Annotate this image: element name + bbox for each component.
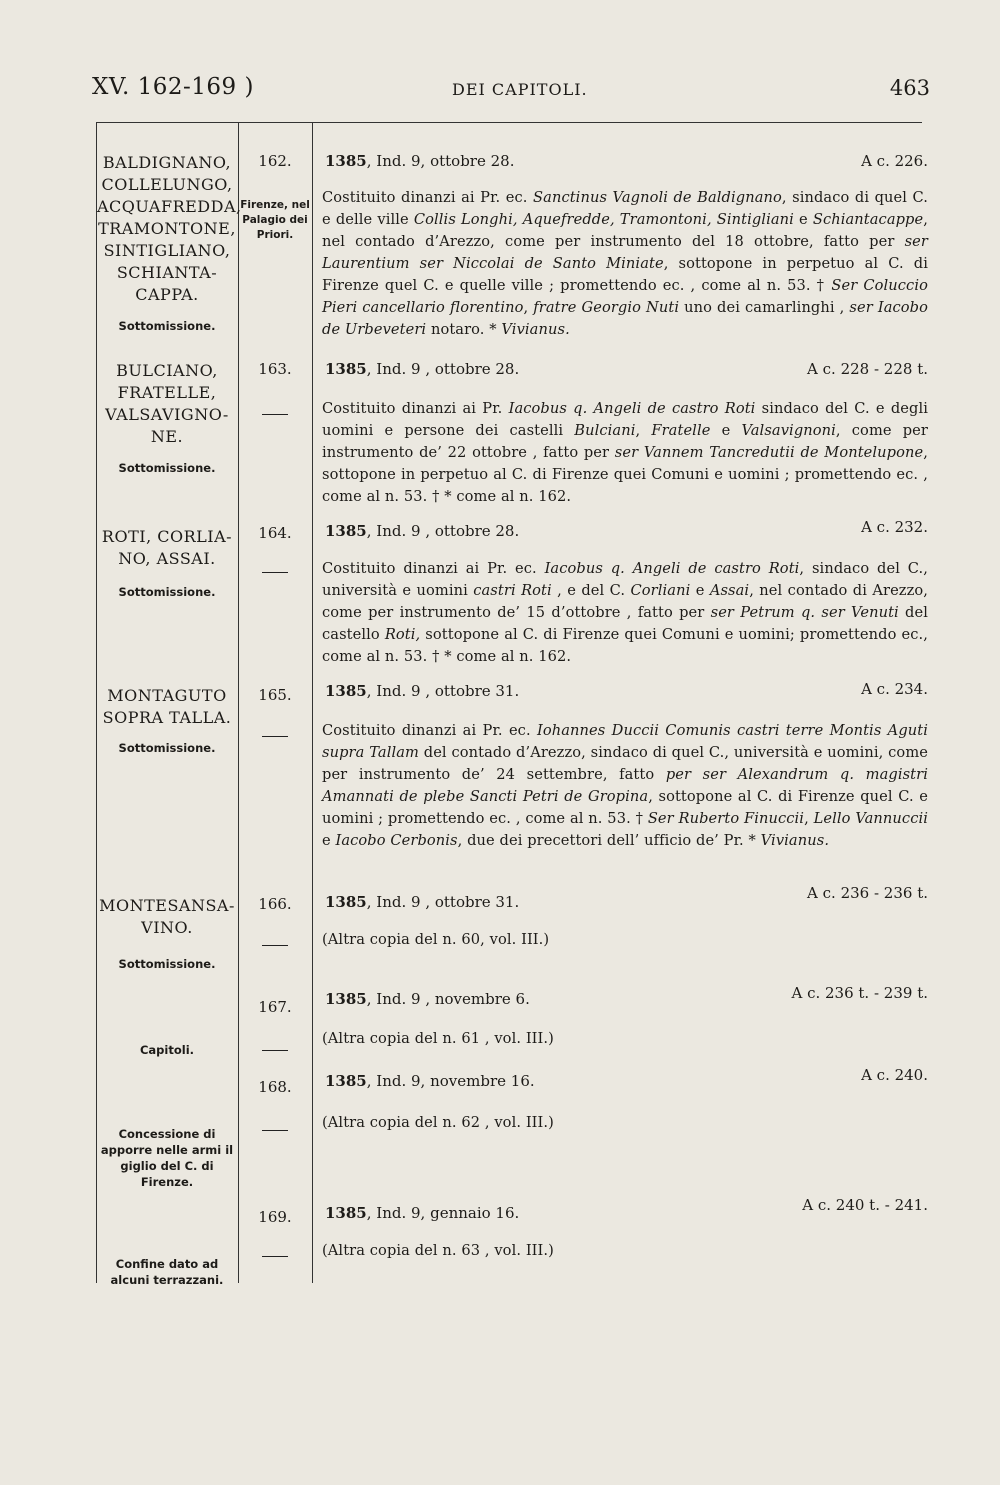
entry-dash <box>262 736 288 737</box>
entry-reference: A c. 236 - 236 t. <box>807 884 928 902</box>
entry-date <box>325 682 519 700</box>
entry-reference: A c. 232. <box>861 518 928 536</box>
entry-text: Costituito dinanzi ai Pr. ec. Iacobus q. Angeli de castro Roti, sindaco del C., università e uomini castri Roti , e del C. Corliani e Assai, nel contado di Arezzo, come per instrumento de’ 15 d’ottobre , fatto per ser Petrum q. ser Venuti del castello Roti, sottopone al C. di Firenze quei Comuni e uomini; promettendo ec., come al n. 53. † * come al n. 162. <box>322 560 929 665</box>
entry-dash <box>262 572 288 573</box>
entry-text: Costituito dinanzi ai Pr. ec. Sanctinus Vagnoli de Baldignano, sindaco di quel C. e delle ville Collis Longhi, Aquefredde, Tramontoni, Sintigliani e Schiantacappe, nel contado d’Arezzo, come per instrumento del 18 ottobre, fatto per ser Laurentium ser Niccolai de Santo Miniate, sottopone in perpetuo al C. di Firenze quel C. e quelle ville ; promettendo ec. , come al n. 53. † Ser Coluccio Pieri cancellario florentino, fratre Georgio Nuti uno dei camarlinghi , ser Iacobo de Urbeveteri notaro. * Vivianus. <box>322 189 929 338</box>
entry-place-names: MONTESANSA- VINO. <box>99 896 235 937</box>
entry-year: 1385 <box>325 522 367 540</box>
entry-dash <box>262 945 288 946</box>
entry-date-rest: , Ind. 9, ottobre 28. <box>366 152 515 170</box>
entry-year: 1385 <box>325 152 367 170</box>
entry-text: (Altra copia del n. 63 , vol. III.) <box>322 1242 554 1259</box>
entry-place-names: MONTAGUTO SOPRA TALLA. <box>102 686 232 727</box>
running-head-title: DEI CAPITOLI. <box>452 80 588 99</box>
header-rule <box>96 122 922 123</box>
entry-kind: Sottomissione. <box>118 585 216 599</box>
entry-reference: A c. 226. <box>861 152 928 170</box>
entry-reference: A c. 236 t. - 239 t. <box>791 984 928 1002</box>
entry-date <box>325 893 519 911</box>
entry-place: Firenze, nel Palagio dei Priori. <box>240 199 310 241</box>
entry-place-names: BULCIANO, FRATELLE, VALSAVIGNO- NE. <box>105 361 229 446</box>
entry-date-rest: , Ind. 9, gennaio 16. <box>366 1204 520 1222</box>
entry-number: 168. <box>258 1078 292 1096</box>
entry-year: 1385 <box>325 1072 367 1090</box>
entry-kind: Sottomissione. <box>118 461 216 475</box>
entry-year: 1385 <box>325 990 367 1008</box>
entry-reference: A c. 240. <box>861 1066 928 1084</box>
entry-year: 1385 <box>325 893 367 911</box>
entry-date-rest: , Ind. 9 , ottobre 31. <box>366 893 520 911</box>
entry-text: (Altra copia del n. 60, vol. III.) <box>322 931 550 948</box>
entry-number: 167. <box>258 998 292 1016</box>
entry-year: 1385 <box>325 1204 367 1222</box>
entry-date <box>325 152 514 170</box>
entry-date <box>325 1204 519 1222</box>
entry-number: 169. <box>258 1208 292 1226</box>
column-rule-middle <box>238 123 239 1283</box>
entry-number: 163. <box>258 360 292 378</box>
entry-reference: A c. 240 t. - 241. <box>802 1196 928 1214</box>
entry-kind: Concessione di apporre nelle armi il giglio del C. di Firenze. <box>100 1127 234 1189</box>
entry-date-rest: , Ind. 9 , ottobre 28. <box>366 522 520 540</box>
entry-date-rest: , Ind. 9 , ottobre 31. <box>366 682 520 700</box>
entry-dash <box>262 1130 288 1131</box>
entry-kind: Sottomissione. <box>118 319 216 333</box>
entry-year: 1385 <box>325 682 367 700</box>
entry-number: 165. <box>258 686 292 704</box>
entry-date-rest: , Ind. 9 , ottobre 28. <box>366 360 520 378</box>
entry-place-names: BALDIGNANO, COLLELUNGO, ACQUAFREDDA, TRAMONTONE, SINTIGLIANO, SCHIANTA- CAPPA. <box>97 153 242 304</box>
entry-text: (Altra copia del n. 61 , vol. III.) <box>322 1030 554 1047</box>
entry-reference: A c. 228 - 228 t. <box>807 360 928 378</box>
entry-date-rest: , Ind. 9, novembre 16. <box>366 1072 535 1090</box>
entry-date <box>325 360 519 378</box>
entry-kind: Capitoli. <box>139 1043 195 1057</box>
entry-number: 162. <box>258 152 292 170</box>
entry-kind: Sottomissione. <box>118 741 216 755</box>
entry-text: Costituito dinanzi ai Pr. ec. Iohannes Duccii Comunis castri terre Montis Aguti supra Tallam del contado d’Arezzo, sindaco di quel C., università e uomini, come per instrumento de’ 24 settembre, fatto per ser Alexandrum q. magistri Amannati de plebe Sancti Petri de Gropina, sottopone al C. di Firenze quel C. e uomini ; promettendo ec. , come al n. 53. † Ser Ruberto Finuccii, Lello Vannuccii e Iacobo Cerbonis, due dei precettori dell’ ufficio de’ Pr. * Vivianus. <box>322 722 929 849</box>
entry-dash <box>262 1256 288 1257</box>
entry-date-rest: , Ind. 9 , novembre 6. <box>366 990 530 1008</box>
entry-kind: Sottomissione. <box>118 957 216 971</box>
page-number: 463 <box>889 76 930 100</box>
entry-date <box>325 1072 535 1090</box>
entry-date <box>325 990 530 1008</box>
entry-number: 164. <box>258 524 292 542</box>
entry-date <box>325 522 519 540</box>
entry-text: (Altra copia del n. 62 , vol. III.) <box>322 1114 554 1131</box>
entry-dash <box>262 1050 288 1051</box>
column-rule-right <box>312 123 313 1283</box>
running-head-left: XV. 162-169 ) <box>92 74 254 100</box>
entry-number: 166. <box>258 895 292 913</box>
entry-year: 1385 <box>325 360 367 378</box>
entry-reference: A c. 234. <box>861 680 928 698</box>
entry-kind: Confine dato ad alcuni terrazzani. <box>110 1257 224 1287</box>
entry-place-names: ROTI, CORLIA- NO, ASSAI. <box>101 527 233 568</box>
entry-dash <box>262 414 288 415</box>
entry-text: Costituito dinanzi ai Pr. Iacobus q. Angeli de castro Roti sindaco del C. e degli uomini e persone dei castelli Bulciani, Fratelle e Valsavignoni, come per instrumento de’ 22 ottobre , fatto per ser Vannem Tancredutii de Montelupone, sottopone in perpetuo al C. di Firenze quei Comuni e uomini ; promettendo ec. , come al n. 53. † * come al n. 162. <box>322 400 929 505</box>
